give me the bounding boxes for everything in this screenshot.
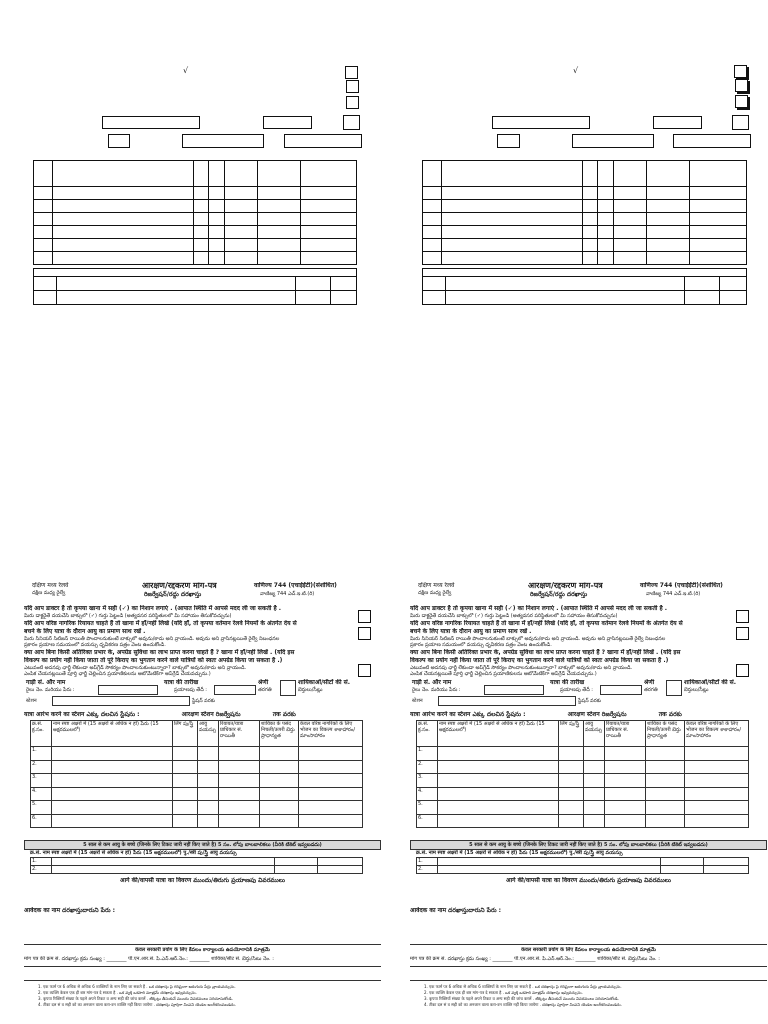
boarding-label: यात्रा आरंभ करने का स्टेशन <box>24 711 85 718</box>
boarding-label-te: ఎక్కు దలచిన స్టేషను : <box>472 711 526 718</box>
train-label-te: రైలు నెం. మరియు పేరు : <box>412 687 461 693</box>
train-label-te: రైలు నెం. మరియు పేరు : <box>26 687 75 693</box>
date-label: यात्रा की तारीख <box>550 679 585 686</box>
office-line: मांग पत्र की क्रम सं. దరఖాస్తు క్రమ సంఖ్య : ________ पी.एन.आर.सं. పి.ఎన్.ఆర్.నెం.: ________ शायिका/सीट सं. బెర్తు/సీటు నెం. : <box>24 956 274 962</box>
option-checkbox[interactable] <box>735 79 748 92</box>
station-to-label: స్టేషన్ వరకు <box>578 698 602 704</box>
row-number: 6. <box>31 814 52 828</box>
form-number-te: వాణిజ్య 744 ఎచ్.ఇ.టి.(రి) <box>646 591 701 597</box>
form-number-te: వాణిజ్య 744 ఎచ్.ఇ.టి.(రి) <box>260 591 315 597</box>
child-table <box>416 857 749 874</box>
doctor-question: यदि आप डाक्टर है तो कृपया खाना में सही (✓) का निशान लगाएं . (आपात स्थिति में आपसे मदद ली जा सकती है . <box>410 605 668 612</box>
child-row-number: 2. <box>31 866 52 874</box>
passenger-grid <box>33 160 357 265</box>
doctor-question: यदि आप डाक्टर है तो कृपया खाना में सही (✓) का निशान लगाएं . (आपात स्थिति में आपसे मदद ली जा सकती है . <box>24 605 282 612</box>
form-number: वाणिज्य 744 (एचाईईंटी)(संशोधित) <box>254 582 337 589</box>
col-header: आयु వయస్సు <box>198 721 219 747</box>
field-box[interactable] <box>492 116 590 129</box>
train-field[interactable] <box>98 685 158 695</box>
tick-mark: √ <box>183 66 189 75</box>
station-from-label: स्टेशन <box>412 698 423 704</box>
senior-checkbox[interactable] <box>736 627 749 640</box>
child-table <box>30 857 363 874</box>
date-label-te: ప్రయాణపు తేదీ : <box>174 687 207 693</box>
boarding-label-te: ఎక్కు దలచిన స్టేషను : <box>86 711 140 718</box>
class-field[interactable] <box>280 680 296 696</box>
upgrade-checkbox[interactable] <box>358 664 371 677</box>
col-header: शायिका के पसंद निचली/ऊपरी బెర్తు ప్రాధాన్యత <box>646 721 685 747</box>
field-box[interactable] <box>108 134 130 148</box>
class-label: श्रेणी <box>644 679 655 686</box>
station-from-field[interactable] <box>438 696 576 706</box>
note-line: 2. एक व्यक्ति केवल एक ही बार मांग-पत्र दे सकता है . ఒక వ్యక్తి ఒకసారి మాత్రమే దరఖాస్తు ఇవ్వవచ్చును. <box>424 990 583 995</box>
senior-question-cont: बचने के लिए यात्रा के दौरान आयु का प्रमाण साथ रखें . <box>410 628 532 635</box>
senior-question-cont: बचने के लिए यात्रा के दौरान आयु का प्रमाण साथ रखें . <box>24 628 146 635</box>
form-number: वाणिज्य 744 (एचाईईंटी)(संशोधित) <box>640 582 723 589</box>
field-box[interactable] <box>343 115 360 130</box>
child-row-number: 1. <box>417 858 438 866</box>
applicant-name-label: आवेदक का नाम దరఖాస్తుదారుని పేరు : <box>24 907 116 914</box>
upgrade-question-cont: विकल्प का प्रयोग नहीं किया जाता तो पूरे किराए का भुगतान करने वाले यात्रियों को स्वतः अपग्रेड किया जा सकता है .) <box>410 657 669 664</box>
note-line: 3. कृपया रिक्तियों संख्या के पहले अपने टिकट व अन्य सही की जांच करलें . టిక్కెట్లు తీసుకునే ముందు వివరములు సరిచూసుకోండి. <box>424 996 620 1001</box>
berths-label: शायिकाओं/सीटों की सं. <box>684 679 737 686</box>
reservation-form-right <box>410 578 767 1024</box>
row-number: 1. <box>31 747 52 761</box>
row-number: 3. <box>31 774 52 788</box>
berths-label-te: బెర్తులు/సీట్లు <box>298 687 323 693</box>
col-header: केवल वरिष्ठ नागरिकों के लिए भोजन का विकल्प శాకాహారం/మాంసాహారం <box>685 721 749 747</box>
field-box[interactable] <box>284 134 362 148</box>
note-line: 1. एक फार्म पर 6 अधिक से अधिक 6 व्यक्तियों के नाम लिए जा सकते हैं . ఒక దరఖాస్తు పై గరిష్టంగా ఆరుగురు పేర్లు వ్రాయవచ్చును. <box>424 984 622 989</box>
senior-checkbox[interactable] <box>358 627 371 640</box>
senior-question-te: మీరు సీనియర్ సిటిజన్ రాయితీ పొందాలనుకుంటే బాక్సులో అవును/కాదు అని వ్రాయండి. అవును అని వ్రాసినట్లయితే రైల్వే నిబంధనల <box>410 636 666 642</box>
child-row-number: 1. <box>31 858 52 866</box>
note-line: 3. कृपया रिक्तियों संख्या के पहले अपने टिकट व अन्य सही की जांच करलें . టిక్కెట్లు తీసుకునే ముందు వివరములు సరిచూసుకోండి. <box>38 996 234 1001</box>
railway-name-te: దక్షిణ మధ్య రైల్వే <box>418 590 452 596</box>
row-number: 4. <box>417 787 438 801</box>
col-header: नाम स्पष्ट अक्षरों में (15 अक्षरों से अधिक न हो) పేరు (15 అక్షరములలో) <box>52 721 173 747</box>
blank-form-right <box>390 0 768 330</box>
class-label-te: తరగతి <box>644 687 658 693</box>
col-header: आयु వయస్సు <box>584 721 605 747</box>
field-box[interactable] <box>102 116 200 129</box>
upgrade-question-te: ఎటువంటి అదనపు ఛార్జీ లేకుండా అప్‌గ్రేడ్ సౌకర్యం పొందాలనుకుంటున్నారా? బాక్సులో అవును/కాదు అని వ్రాయండి. <box>24 665 247 671</box>
passenger-table <box>416 720 749 828</box>
upto-label-te: వరకు <box>282 711 296 718</box>
return-title: आगे की/वापसी यात्रा का विवरण ముందు/తిరుగు ప్రయాణపు వివరములు <box>119 877 286 884</box>
station-from-label: स्टेशन <box>26 698 37 704</box>
tick-mark: √ <box>573 66 579 75</box>
date-field[interactable] <box>600 685 642 695</box>
child-band: 5 साल से कम आयु के बच्चे (जिनके लिए टिकट जारी नहीं किए जाते है) 5 సం. లోపు బాలబాలికలు (వీరికి టికెట్ ఇవ్వబడదు) <box>24 840 381 850</box>
child-band: 5 साल से कम आयु के बच्चे (जिनके लिए टिकट जारी नहीं किए जाते है) 5 సం. లోపు బాలబాలికలు (వీరికి టికెట్ ఇవ్వబడదు) <box>410 840 767 850</box>
child-grid <box>33 268 357 305</box>
railway-name-te: దక్షిణ మధ్య రైల్వే <box>32 590 66 596</box>
note-line: 4. टीका दल सं व सही को का अनजान वाला करा-वन व्यक्ति नहीं किया जायेगा . దరఖాస్తు పూర్తిగా నింపని యెడల అంగీకరింపబడదు. <box>38 1002 236 1007</box>
option-checkbox[interactable] <box>734 65 747 78</box>
reservation-form-left <box>24 578 381 1024</box>
note-line: 4. टीका दल सं व सही को का अनजान वाला करा-वन व्यक्ति नहीं किया जायेगा . దరఖాస్తు పూర్తిగా నింపని యెడల అంగీకరింపబడదు. <box>424 1002 622 1007</box>
doctor-question-te: మీరు డాక్టరైతే దయచేసి బాక్సులో (✓) గుర్తు పెట్టండి (అత్యవసర పరిస్థితులలో మీ సహాయం తీసుకోవచ్చును) <box>410 613 618 619</box>
row-number: 1. <box>417 747 438 761</box>
col-header: रियायत/यात्रा प्राधिकार सं. రాయితీ <box>219 721 260 747</box>
field-box[interactable] <box>572 134 654 148</box>
station-to-label: స్టేషన్ వరకు <box>192 698 216 704</box>
upgrade-question: क्या आप बिना किसी अतिरिक्त प्रभार के, अपग्रेड सुविधा का लाभ प्राप्त करना चाहते हैं ? खाना में हाँ/नहीं लिखें . (यदि इस <box>410 649 681 656</box>
office-line: मांग पत्र की क्रम सं. దరఖాస్తు క్రమ సంఖ్య : ________ पी.एन.आर.सं. పి.ఎన్.ఆర్.నెం.: ________ शायिका/सीट सं. బెర్తు/సీటు నెం. : <box>410 956 660 962</box>
boarding-label: यात्रा आरंभ करने का स्टेशन <box>410 711 471 718</box>
col-header: लिंग పు/స్త్రీ <box>173 721 198 747</box>
station-from-field[interactable] <box>52 696 190 706</box>
passenger-grid <box>422 160 747 265</box>
row-number: 5. <box>417 801 438 815</box>
option-checkbox[interactable] <box>346 96 359 109</box>
col-header: लिंग పు/స్త్రీ <box>559 721 584 747</box>
child-row-number: 2. <box>417 866 438 874</box>
train-label: गाड़ी सं. और नाम <box>26 679 66 686</box>
row-number: 2. <box>31 760 52 774</box>
row-number: 5. <box>31 801 52 815</box>
senior-question-te-cont: ప్రకారం ప్రయాణ సమయంలో వయస్సు ధృవీకరణ పత్రం వెంట ఉంచుకోండి. <box>24 642 166 648</box>
train-field[interactable] <box>484 685 544 695</box>
class-label: श्रेणी <box>258 679 269 686</box>
upgrade-question-te-cont: ఎంపిక చేయనట్లయితే పూర్తి ఛార్జీ చెల్లించిన ప్రయాణికులను ఆటోమేటిక్‌గా అప్‌గ్రేడ్ చేయవచ్చును.) <box>410 671 597 677</box>
child-header: क्र.सं. नाम स्पष्ट अक्षरों में (15 अक्षरों से अधिक न हो) పేరు (15 అక్షరములలో) पु./स्त्री పు/స్త్రీ आयु వయస్సు <box>416 850 623 856</box>
train-label: गाड़ी सं. और नाम <box>412 679 452 686</box>
upgrade-question-te-cont: ఎంపిక చేయనట్లయితే పూర్తి ఛార్జీ చెల్లించిన ప్రయాణికులను ఆటోమేటిక్‌గా అప్‌గ్రేడ్ చేయవచ్చును.) <box>24 671 211 677</box>
reservation-upto-label-te: రిజర్వేషను <box>215 711 241 718</box>
field-box[interactable] <box>182 134 264 148</box>
date-field[interactable] <box>214 685 256 695</box>
row-number: 2. <box>417 760 438 774</box>
note-line: 2. एक व्यक्ति केवल एक ही बार मांग-पत्र दे सकता है . ఒక వ్యక్తి ఒకసారి మాత్రమే దరఖాస్తు ఇవ్వవచ్చును. <box>38 990 197 995</box>
return-title: आगे की/वापसी यात्रा का विवरण ముందు/తిరుగు ప్రయాణపు వివరములు <box>505 877 672 884</box>
upgrade-question: क्या आप बिना किसी अतिरिक्त प्रभार के, अपग्रेड सुविधा का लाभ प्राप्त करना चाहते हैं ? खाना में हाँ/नहीं लिखें . (यदि इस <box>24 649 295 656</box>
blank-form-left <box>0 0 384 330</box>
office-use-band: केवल सरकारी प्रयोग के लिए కేవలం కార్యాలయ ఉపయోగానికి మాత్రమే <box>521 947 656 953</box>
railway-name: दक्षिण मध्य रेलवे <box>32 582 69 589</box>
date-label: यात्रा की तारीख <box>164 679 199 686</box>
child-header: क्र.सं. नाम स्पष्ट अक्षरों में (15 अक्षरों से अधिक न हो) పేరు (15 అక్షరములలో) पु./स्त्री పు/స్త్రీ आयु వయస్సు <box>30 850 237 856</box>
col-header: रियायत/यात्रा प्राधिकार सं. రాయితీ <box>605 721 646 747</box>
class-field[interactable] <box>666 680 682 696</box>
doctor-checkbox[interactable] <box>358 610 371 623</box>
office-use-band: केवल सरकारी प्रयोग के लिए కేవలం కార్యాలయ ఉపయోగానికి మాత్రమే <box>135 947 270 953</box>
reservation-upto-label: आरक्षण स्टेशन <box>567 711 600 718</box>
doctor-checkbox[interactable] <box>736 610 749 623</box>
row-number: 3. <box>417 774 438 788</box>
col-header: केवल वरिष्ठ नागरिकों के लिए भोजन का विकल्प శాకాహారం/మాంసాహారం <box>299 721 363 747</box>
senior-question: यदि आप वरिष्ठ नागरिक रियायत चाहते हैं तो खाना में हाँ/नहीं लिखे (यदि हाँ, तो कृपया वर्तमान रेलवे नियमों के अंतर्गत देय से <box>410 620 683 627</box>
form-title-te: రిజర్వేషన్/రద్దు దరఖాస్తు <box>144 591 202 598</box>
upgrade-question-te: ఎటువంటి అదనపు ఛార్జీ లేకుండా అప్‌గ్రేడ్ సౌకర్యం పొందాలనుకుంటున్నారా? బాక్సులో అవును/కాదు అని వ్రాయండి. <box>410 665 633 671</box>
class-label-te: తరగతి <box>258 687 272 693</box>
row-number: 6. <box>417 814 438 828</box>
railway-name: दक्षिण मध्य रेलवे <box>418 582 455 589</box>
child-grid <box>422 268 747 305</box>
field-box[interactable] <box>263 116 312 129</box>
applicant-name-label: आवेदक का नाम దరఖాస్తుదారుని పేరు : <box>410 907 502 914</box>
col-header: क्र.सं. క్ర.సం. <box>31 721 52 747</box>
doctor-question-te: మీరు డాక్టరైతే దయచేసి బాక్సులో (✓) గుర్తు పెట్టండి (అత్యవసర పరిస్థితులలో మీ సహాయం తీసుకోవచ్చును) <box>24 613 232 619</box>
option-checkbox[interactable] <box>345 66 358 79</box>
senior-question-te: మీరు సీనియర్ సిటిజన్ రాయితీ పొందాలనుకుంటే బాక్సులో అవును/కాదు అని వ్రాయండి. అవును అని వ్రాసినట్లయితే రైల్వే నిబంధనల <box>24 636 280 642</box>
berths-label-te: బెర్తులు/సీట్లు <box>684 687 709 693</box>
form-title: आरक्षण/रद्दकरण मांग-पत्र <box>528 582 603 590</box>
reservation-upto-label-te: రిజర్వేషను <box>601 711 627 718</box>
col-header: नाम स्पष्ट अक्षरों में (15 अक्षरों से अधिक न हो) పేరు (15 అక్షరములలో) <box>438 721 559 747</box>
upto-label: तक <box>658 711 667 718</box>
upto-label: तक <box>272 711 281 718</box>
form-title-te: రిజర్వేషన్/రద్దు దరఖాస్తు <box>530 591 588 598</box>
senior-question-te-cont: ప్రకారం ప్రయాణ సమయంలో వయస్సు ధృవీకరణ పత్రం వెంట ఉంచుకోండి. <box>410 642 552 648</box>
field-box[interactable] <box>673 134 751 148</box>
upgrade-question-cont: विकल्प का प्रयोग नहीं किया जाता तो पूरे किराए का भुगतान करने वाले यात्रियों को स्वतः अपग्रेड किया जा सकता है .) <box>24 657 283 664</box>
row-number: 4. <box>31 787 52 801</box>
option-checkbox[interactable] <box>346 80 359 93</box>
field-box[interactable] <box>497 134 520 148</box>
passenger-table <box>30 720 363 828</box>
col-header: क्र.सं. క్ర.సం. <box>417 721 438 747</box>
field-box[interactable] <box>732 115 749 130</box>
note-line: 1. एक फार्म पर 6 अधिक से अधिक 6 व्यक्तियों के नाम लिए जा सकते हैं . ఒక దరఖాస్తు పై గరిష్టంగా ఆరుగురు పేర్లు వ్రాయవచ్చును. <box>38 984 236 989</box>
form-title: आरक्षण/रद्दकरण मांग-पत्र <box>142 582 217 590</box>
field-box[interactable] <box>653 116 702 129</box>
upto-label-te: వరకు <box>668 711 682 718</box>
option-checkbox[interactable] <box>735 95 748 108</box>
col-header: शायिका के पसंद निचली/ऊपरी బెర్తు ప్రాధాన్యత <box>260 721 299 747</box>
senior-question: यदि आप वरिष्ठ नागरिक रियायत चाहते हैं तो खाना में हाँ/नहीं लिखे (यदि हाँ, तो कृपया वर्तमान रेलवे नियमों के अंतर्गत देय से <box>24 620 297 627</box>
date-label-te: ప్రయాణపు తేదీ : <box>560 687 593 693</box>
berths-label: शायिकाओं/सीटों की सं. <box>298 679 351 686</box>
reservation-upto-label: आरक्षण स्टेशन <box>181 711 214 718</box>
upgrade-checkbox[interactable] <box>736 664 749 677</box>
